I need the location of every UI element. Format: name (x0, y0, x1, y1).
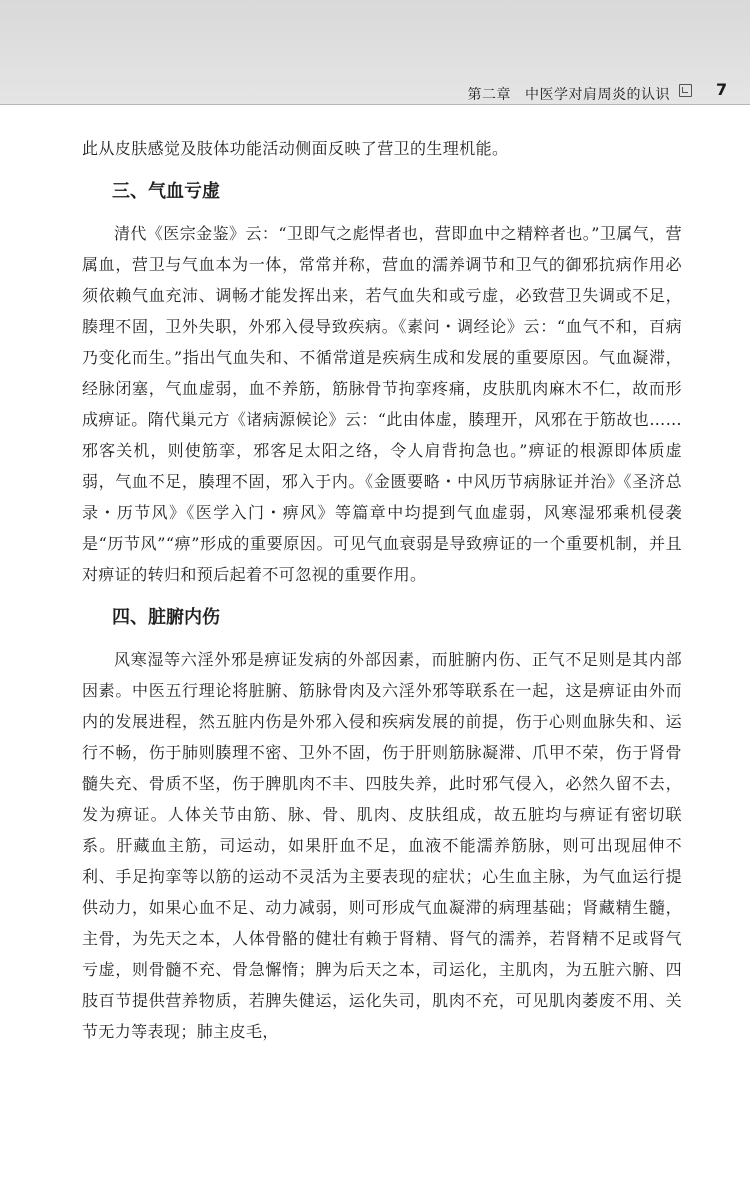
paragraph-zangfu: 风寒湿等六淫外邪是痹证发病的外部因素，而脏腑内伤、正气不足则是其内部因素。中医五行理论将脏腑、筋脉骨肉及六淫外邪等联系在一起，这是痹证由外而内的发展进程，然五脏内伤是外邪入侵和疾病发展的前提，伤于心则血脉失和、运行不畅，伤于肺则腠理不密、卫外不固，伤于肝则筋脉凝滞、爪甲不荣，伤于肾骨髓失充、骨质不坚，伤于脾肌肉不丰、四肢失养，此时邪气侵入，必然久留不去，发为痹证。人体关节由筋、脉、骨、肌肉、皮肤组成，故五脏均与痹证有密切联系。肝藏血主筋，司运动，如果肝血不足，血液不能濡养筋脉，则可出现屈伸不利、手足拘挛等以筋的运动不灵活为主要表现的症状；心生血主脉，为气血运行提供动力，如果心血不足、动力减弱，则可形成气血凝滞的病理基础；肾藏精生髓，主骨，为先天之本，人体骨骼的健壮有赖于肾精、肾气的濡养，若肾精不足或肾气亏虚，则骨髓不充、骨急懈惰；脾为后天之本，司运化，主肌肉，为五脏六腑、四肢百节提供营养物质，若脾失健运，运化失司，肌肉不充，可见肌肉萎废不用、关节无力等表现；肺主皮毛， (82, 650, 682, 1041)
running-header (468, 84, 671, 104)
chapter-label: 第二章 (467, 87, 511, 103)
paragraph-continued: 此从皮肤感觉及肢体功能活动侧面反映了营卫的生理机能。 (82, 139, 509, 158)
paragraph-qixue: 清代《医宗金鉴》云：“卫即气之彪悍者也，营即血中之精粹者也。”卫属气，营属血，营卫与气血本为一体，常常并称，营血的濡养调节和卫气的御邪抗病作用必须依赖气血充沛、调畅才能发挥出来，若气血失和或亏虚，必致营卫失调或不足，腠理不固，卫外失职，外邪入侵导致疾病。《素问・调经论》云：“血气不和，百病乃变化而生。”指出气血失和、不循常道是疾病生成和发展的重要原因。气血凝滞，经脉闭塞，气血虚弱，血不养筋，筋脉骨节拘挛疼痛，皮肤肌肉麻木不仁，故而形成痹证。隋代巢元方《诸病源候论》云：“此由体虚，腠理开，风邪在于筋故也……邪客关机，则使筋挛，邪客足太阳之络，令人肩背拘急也。”痹证的根源即体质虚弱，气血不足，腠理不固，邪入于内。《金匮要略・中风历节病脉证并治》《圣济总录・历节风》《医学入门・痹风》等篇章中均提到气血虚弱，风寒湿邪乘机侵袭是“历节风”“痹”形成的重要原因。可见气血衰弱是导致痹证的一个重要机制，并且对痹证的转归和预后起着不可忽视的重要作用。 (82, 224, 682, 584)
corner-ornament-icon (679, 84, 692, 97)
header-divider (0, 104, 750, 105)
page-body (82, 133, 682, 1047)
page-number: 7 (716, 80, 728, 99)
section-heading-zangfu: 四、脏腑内伤 (112, 607, 220, 628)
chapter-title: 中医学对肩周炎的认识 (525, 87, 670, 103)
section-heading-qixue: 三、气血亏虚 (112, 181, 220, 202)
